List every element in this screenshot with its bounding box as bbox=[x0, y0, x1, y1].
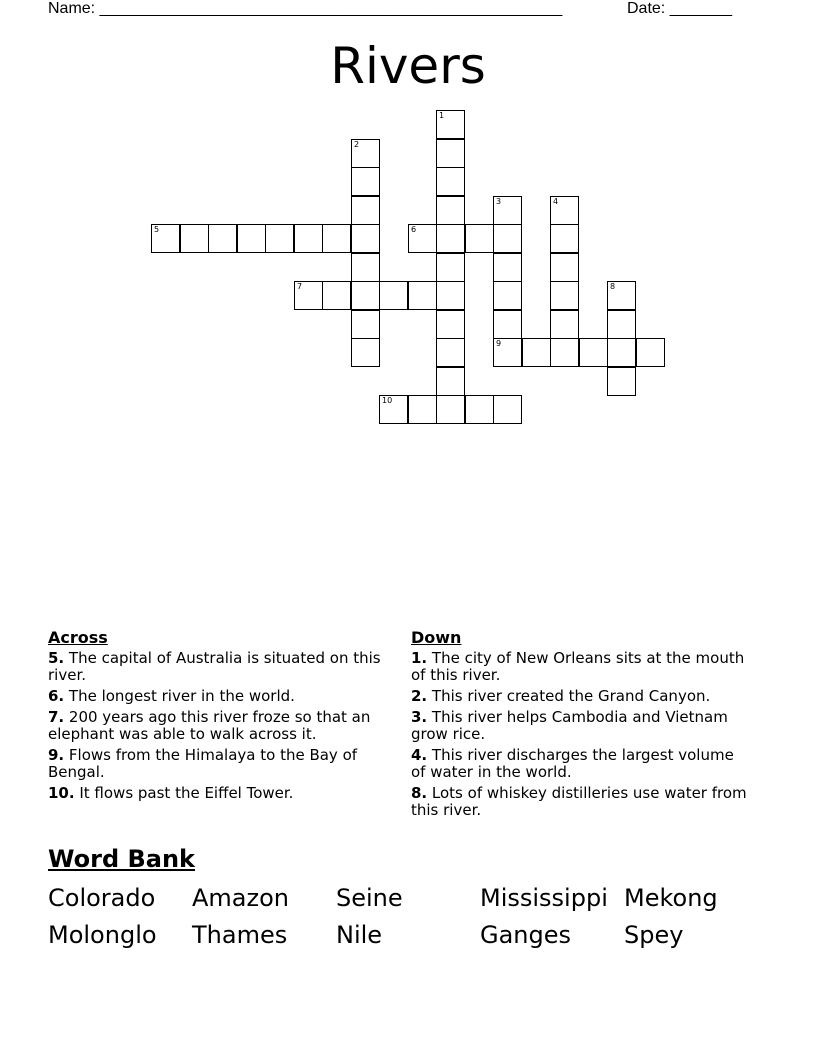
grid-cell[interactable] bbox=[180, 224, 209, 253]
grid-cell[interactable] bbox=[550, 253, 579, 282]
grid-cell[interactable] bbox=[522, 338, 551, 367]
grid-cell[interactable] bbox=[550, 338, 579, 367]
grid-cell[interactable] bbox=[379, 395, 408, 424]
word-bank-title: Word Bank bbox=[48, 845, 196, 873]
grid-cell[interactable] bbox=[493, 395, 522, 424]
name-field-label[interactable]: Name: ____________________________________________________ bbox=[48, 0, 563, 17]
grid-cell[interactable] bbox=[465, 395, 494, 424]
grid-cell[interactable] bbox=[550, 196, 579, 225]
clue-number: 1 bbox=[439, 111, 445, 120]
grid-cell[interactable] bbox=[493, 281, 522, 310]
grid-cell[interactable] bbox=[436, 253, 465, 282]
clue-item bbox=[48, 747, 388, 781]
grid-cell[interactable] bbox=[351, 281, 380, 310]
grid-cell[interactable] bbox=[436, 338, 465, 367]
grid-cell[interactable] bbox=[408, 281, 437, 310]
clue-item bbox=[48, 709, 388, 743]
page-title: Rivers bbox=[330, 37, 486, 95]
word-bank-item: Molonglo bbox=[48, 921, 157, 949]
word-bank-item: Mississippi bbox=[480, 884, 608, 912]
clue-text: The capital of Australia is situated on this river. bbox=[48, 649, 381, 684]
grid-cell[interactable] bbox=[436, 167, 465, 196]
grid-cell[interactable] bbox=[294, 281, 323, 310]
word-bank-item: Mekong bbox=[624, 884, 718, 912]
grid-cell[interactable] bbox=[436, 367, 465, 396]
grid-cell[interactable] bbox=[351, 253, 380, 282]
crossword-grid bbox=[0, 0, 816, 440]
grid-cell[interactable] bbox=[436, 281, 465, 310]
clue-item bbox=[411, 785, 751, 819]
clue-item bbox=[411, 650, 751, 684]
grid-cell[interactable] bbox=[550, 281, 579, 310]
grid-cell[interactable] bbox=[493, 310, 522, 339]
clue-number: 4 bbox=[553, 197, 559, 206]
grid-cell[interactable] bbox=[379, 281, 408, 310]
clue-number: 3. bbox=[411, 708, 428, 726]
grid-cell[interactable] bbox=[436, 196, 465, 225]
grid-cell[interactable] bbox=[550, 224, 579, 253]
clue-text: 200 years ago this river froze so that an elephant was able to walk across it. bbox=[48, 708, 371, 743]
clue-number: 6 bbox=[411, 225, 417, 234]
clue-item bbox=[48, 650, 388, 684]
grid-cell[interactable] bbox=[607, 338, 636, 367]
grid-cell[interactable] bbox=[436, 310, 465, 339]
clue-number: 1. bbox=[411, 649, 428, 667]
down-clues bbox=[411, 629, 751, 823]
grid-cell[interactable] bbox=[351, 338, 380, 367]
clue-text: It flows past the Eiffel Tower. bbox=[74, 784, 294, 802]
clue-number: 8. bbox=[411, 784, 428, 802]
grid-cell[interactable] bbox=[151, 224, 180, 253]
clue-number: 7. bbox=[48, 708, 65, 726]
grid-cell[interactable] bbox=[636, 338, 665, 367]
grid-cell[interactable] bbox=[493, 196, 522, 225]
grid-cell[interactable] bbox=[436, 395, 465, 424]
word-bank-item: Colorado bbox=[48, 884, 156, 912]
clue-number: 10 bbox=[382, 396, 393, 405]
word-bank-item: Seine bbox=[336, 884, 403, 912]
grid-cell[interactable] bbox=[436, 110, 465, 139]
word-bank-item: Amazon bbox=[192, 884, 289, 912]
grid-cell[interactable] bbox=[351, 196, 380, 225]
clue-text: The longest river in the world. bbox=[64, 687, 295, 705]
grid-cell[interactable] bbox=[607, 281, 636, 310]
clue-number: 6. bbox=[48, 687, 65, 705]
grid-cell[interactable] bbox=[208, 224, 237, 253]
across-heading: Across bbox=[48, 628, 108, 647]
clue-number: 4. bbox=[411, 746, 428, 764]
date-field-label[interactable]: Date: _______ bbox=[627, 0, 732, 17]
clue-text: This river discharges the largest volume of water in the world. bbox=[411, 746, 734, 781]
grid-cell[interactable] bbox=[408, 395, 437, 424]
clue-number: 9. bbox=[48, 746, 65, 764]
down-heading: Down bbox=[411, 628, 462, 647]
grid-cell[interactable] bbox=[579, 338, 608, 367]
word-bank-item: Ganges bbox=[480, 921, 572, 949]
clue-item bbox=[411, 709, 751, 743]
clue-number: 2. bbox=[411, 687, 428, 705]
clue-number: 3 bbox=[496, 197, 502, 206]
clue-number: 9 bbox=[496, 339, 502, 348]
clue-number: 5. bbox=[48, 649, 65, 667]
clue-item bbox=[48, 688, 388, 705]
grid-cell[interactable] bbox=[322, 224, 351, 253]
clue-number: 5 bbox=[154, 225, 160, 234]
word-bank-item: Thames bbox=[192, 921, 288, 949]
across-clues bbox=[48, 629, 388, 806]
grid-cell[interactable] bbox=[294, 224, 323, 253]
grid-cell[interactable] bbox=[351, 167, 380, 196]
clue-text: This river created the Grand Canyon. bbox=[427, 687, 711, 705]
clue-item bbox=[411, 747, 751, 781]
grid-cell[interactable] bbox=[351, 224, 380, 253]
grid-cell[interactable] bbox=[493, 224, 522, 253]
grid-cell[interactable] bbox=[237, 224, 266, 253]
grid-cell[interactable] bbox=[465, 224, 494, 253]
clue-number: 10. bbox=[48, 784, 75, 802]
grid-cell[interactable] bbox=[351, 139, 380, 168]
grid-cell[interactable] bbox=[436, 139, 465, 168]
grid-cell[interactable] bbox=[436, 224, 465, 253]
clue-text: Flows from the Himalaya to the Bay of Bengal. bbox=[48, 746, 358, 781]
clue-number: 7 bbox=[297, 282, 303, 291]
clue-number: 2 bbox=[354, 140, 360, 149]
grid-cell[interactable] bbox=[408, 224, 437, 253]
grid-cell[interactable] bbox=[607, 310, 636, 339]
clue-text: This river helps Cambodia and Vietnam grow rice. bbox=[411, 708, 728, 743]
grid-cell[interactable] bbox=[607, 367, 636, 396]
grid-cell[interactable] bbox=[322, 281, 351, 310]
grid-cell[interactable] bbox=[550, 310, 579, 339]
word-bank-item: Spey bbox=[624, 921, 684, 949]
clue-item bbox=[411, 688, 751, 705]
grid-cell[interactable] bbox=[493, 338, 522, 367]
clue-text: Lots of whiskey distilleries use water from this river. bbox=[411, 784, 747, 819]
grid-cell[interactable] bbox=[493, 253, 522, 282]
clue-text: The city of New Orleans sits at the mouth of this river. bbox=[411, 649, 745, 684]
clue-item bbox=[48, 785, 388, 802]
grid-cell[interactable] bbox=[265, 224, 294, 253]
word-bank-item: Nile bbox=[336, 921, 383, 949]
grid-cell[interactable] bbox=[351, 310, 380, 339]
clue-number: 8 bbox=[610, 282, 616, 291]
